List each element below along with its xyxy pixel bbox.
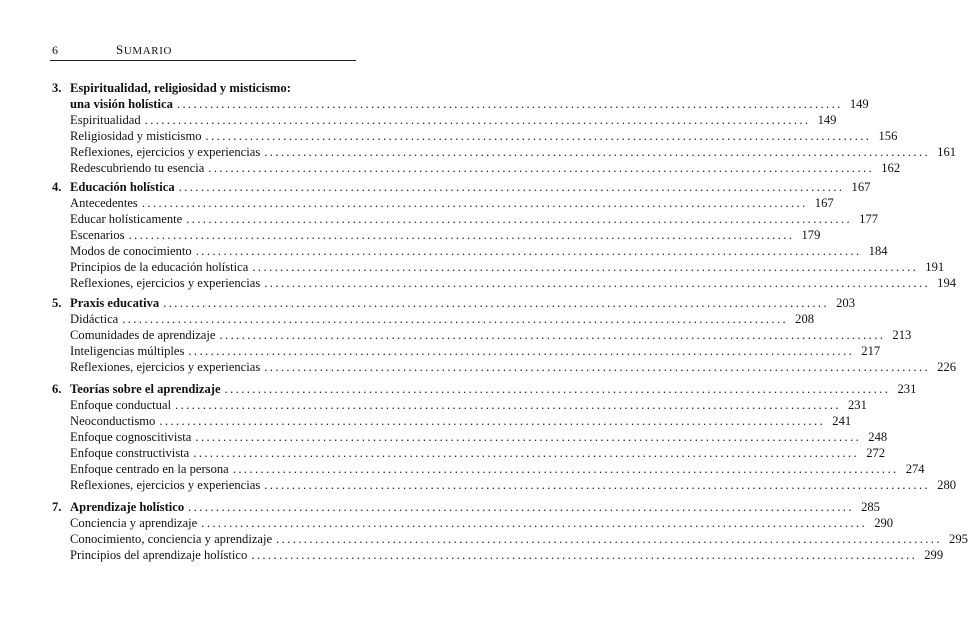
section-label: Escenarios xyxy=(70,228,125,242)
dot-leader: ........................................................................................................................ xyxy=(188,344,855,358)
page-ref: 295 xyxy=(949,532,968,546)
toc-section-entry[interactable] xyxy=(70,461,925,477)
section-label: Enfoque constructivista xyxy=(70,446,190,460)
toc-section-entry[interactable] xyxy=(70,477,957,493)
page-ref: 156 xyxy=(878,129,898,143)
chapter-title: Teorías sobre el aprendizaje xyxy=(70,382,221,396)
toc-section-entry[interactable] xyxy=(70,429,888,445)
toc-chapter-entry[interactable] xyxy=(70,179,871,195)
chapter-title: Praxis educativa xyxy=(70,296,160,310)
page-ref: 203 xyxy=(836,296,856,310)
page-ref: 179 xyxy=(801,228,821,242)
section-label: Neoconductismo xyxy=(70,414,156,428)
section-label: Enfoque centrado en la persona xyxy=(70,462,229,476)
page-ref: 274 xyxy=(905,462,925,476)
dot-leader: ........................................................................................................................ xyxy=(208,161,875,175)
section-label: Antecedentes xyxy=(70,196,138,210)
page-ref: 290 xyxy=(874,516,894,530)
dot-leader: ........................................................................................................................ xyxy=(264,145,931,159)
toc-chapter-entry[interactable] xyxy=(70,381,917,397)
dot-leader: ........................................................................................................................ xyxy=(251,548,918,562)
section-label: Conciencia y aprendizaje xyxy=(70,516,198,530)
dot-leader: ........................................................................................................................ xyxy=(178,180,845,194)
toc-section-entry[interactable] xyxy=(70,547,944,563)
section-label: Principios del aprendizaje holístico xyxy=(70,548,248,562)
dot-leader: ........................................................................................................................ xyxy=(186,212,853,226)
section-label: Reflexiones, ejercicios y experiencias xyxy=(70,478,261,492)
dot-leader: ........................................................................................................................ xyxy=(159,414,826,428)
toc-section-entry[interactable] xyxy=(70,112,837,128)
chapter-number: 4. xyxy=(52,180,62,194)
toc-section-entry[interactable] xyxy=(70,515,894,531)
dot-leader: ........................................................................................................................ xyxy=(195,430,862,444)
section-label: Reflexiones, ejercicios y experiencias xyxy=(70,360,261,374)
dot-leader: ........................................................................................................................ xyxy=(232,462,899,476)
chapter-number: 3. xyxy=(52,81,62,95)
toc-section-entry[interactable] xyxy=(70,327,912,343)
dot-leader: ........................................................................................................................ xyxy=(175,398,841,412)
chapter-number: 5. xyxy=(52,296,62,310)
chapter-number: 7. xyxy=(52,500,62,514)
section-label: Principios de la educación holística xyxy=(70,260,249,274)
page-ref: 299 xyxy=(924,548,944,562)
section-label: Reflexiones, ejercicios y experiencias xyxy=(70,145,261,159)
chapter-title: Aprendizaje holístico xyxy=(70,500,185,514)
page-ref: 231 xyxy=(897,382,917,396)
running-header xyxy=(50,40,356,61)
section-title-initial: S xyxy=(116,42,124,57)
toc-chapter-entry[interactable] xyxy=(70,295,856,311)
section-label: Enfoque conductual xyxy=(70,398,172,412)
toc-section-entry[interactable] xyxy=(70,343,881,359)
toc-section-entry[interactable] xyxy=(70,275,957,291)
page-ref: 167 xyxy=(851,180,871,194)
section-label: Redescubriendo tu esencia xyxy=(70,161,205,175)
dot-leader: ........................................................................................................................ xyxy=(276,532,942,546)
page-ref: 162 xyxy=(881,161,901,175)
page-ref: 272 xyxy=(866,446,886,460)
page-ref: 149 xyxy=(849,97,869,111)
page-ref: 194 xyxy=(937,276,957,290)
toc-section-entry[interactable] xyxy=(70,359,957,375)
section-label: Enfoque cognoscitivista xyxy=(70,430,192,444)
section-label: Modos de conocimiento xyxy=(70,244,192,258)
page-ref: 161 xyxy=(937,145,957,159)
chapter-title-line1: Espiritualidad, religiosidad y misticismo: xyxy=(70,81,291,95)
page-ref: 213 xyxy=(892,328,912,342)
toc-section-entry[interactable] xyxy=(70,413,852,429)
page-ref: 280 xyxy=(937,478,957,492)
toc-section-entry[interactable] xyxy=(70,144,957,160)
toc-section-entry[interactable] xyxy=(70,128,898,144)
toc-section-entry[interactable] xyxy=(70,445,886,461)
section-label: Comunidades de aprendizaje xyxy=(70,328,216,342)
section-label: Conocimiento, conciencia y aprendizaje xyxy=(70,532,273,546)
toc-section-entry[interactable] xyxy=(70,259,945,275)
dot-leader: ........................................................................................................................ xyxy=(264,276,931,290)
page-ref: 191 xyxy=(925,260,945,274)
page-ref: 177 xyxy=(859,212,879,226)
page-ref: 248 xyxy=(868,430,888,444)
section-label: Inteligencias múltiples xyxy=(70,344,185,358)
section-label: Espiritualidad xyxy=(70,113,141,127)
page-ref: 167 xyxy=(814,196,834,210)
toc-section-entry[interactable] xyxy=(70,227,821,243)
dot-leader: ........................................................................................................................ xyxy=(144,113,811,127)
toc-section-entry[interactable] xyxy=(70,311,815,327)
dot-leader: ........................................................................................................................ xyxy=(188,500,854,514)
section-label: Reflexiones, ejercicios y experiencias xyxy=(70,276,261,290)
dot-leader: ........................................................................................................................ xyxy=(195,244,862,258)
toc-section-entry[interactable] xyxy=(70,531,968,547)
toc-section-entry[interactable] xyxy=(70,195,834,211)
dot-leader: ........................................................................................................................ xyxy=(219,328,886,342)
toc-chapter-entry[interactable] xyxy=(70,499,880,515)
toc-section-entry[interactable] xyxy=(70,243,888,259)
dot-leader: ........................................................................................................................ xyxy=(163,296,830,310)
dot-leader: ........................................................................................................................ xyxy=(224,382,891,396)
section-label: Educar holísticamente xyxy=(70,212,183,226)
dot-leader: ........................................................................................................................ xyxy=(141,196,808,210)
page-ref: 208 xyxy=(795,312,815,326)
page-number: 6 xyxy=(52,43,58,57)
dot-leader: ........................................................................................................................ xyxy=(193,446,860,460)
page-ref: 241 xyxy=(832,414,852,428)
section-label: Didáctica xyxy=(70,312,119,326)
page-ref: 149 xyxy=(817,113,837,127)
toc-section-entry[interactable] xyxy=(70,397,867,413)
dot-leader: ........................................................................................................................ xyxy=(176,97,843,111)
section-title-rest: UMARIO xyxy=(123,45,173,57)
dot-leader: ........................................................................................................................ xyxy=(128,228,795,242)
page-ref: 285 xyxy=(861,500,880,514)
chapter-title: Educación holística xyxy=(70,180,175,194)
page-ref: 231 xyxy=(848,398,867,412)
page-ref: 217 xyxy=(861,344,881,358)
chapter-number: 6. xyxy=(52,382,62,396)
dot-leader: ........................................................................................................................ xyxy=(201,516,868,530)
toc-section-entry[interactable] xyxy=(70,160,901,176)
dot-leader: ........................................................................................................................ xyxy=(252,260,919,274)
dot-leader: ........................................................................................................................ xyxy=(122,312,789,326)
section-title xyxy=(116,41,172,60)
toc-section-entry[interactable] xyxy=(70,211,879,227)
dot-leader: ........................................................................................................................ xyxy=(205,129,872,143)
dot-leader: ........................................................................................................................ xyxy=(264,478,931,492)
page-ref: 184 xyxy=(868,244,888,258)
section-label: Religiosidad y misticismo xyxy=(70,129,202,143)
page-ref: 226 xyxy=(937,360,957,374)
dot-leader: ........................................................................................................................ xyxy=(264,360,931,374)
toc-chapter-entry[interactable] xyxy=(70,96,869,112)
chapter-title-line2: una visión holística xyxy=(70,97,173,111)
